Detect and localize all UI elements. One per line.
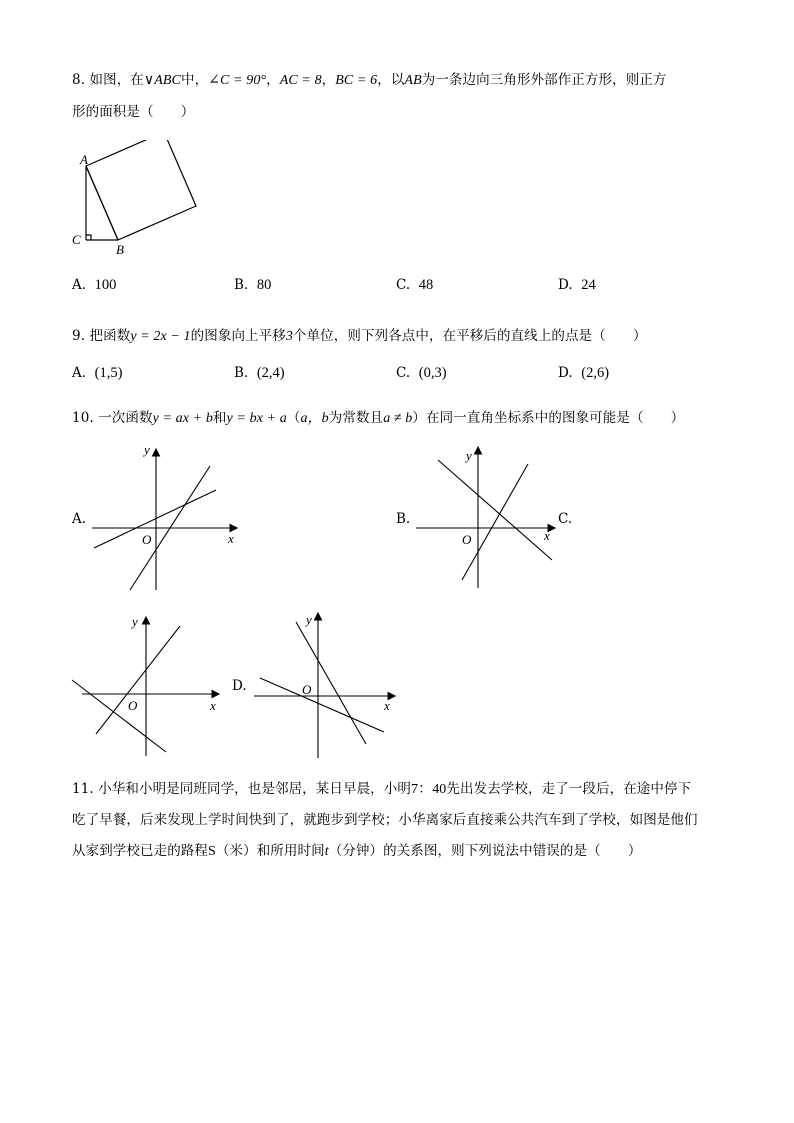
q8-text-b: 中，: [181, 72, 209, 88]
q8-text-a: 如图，在: [89, 72, 144, 88]
q11-line3: [72, 839, 642, 860]
q9-option-a-letter: A.: [72, 365, 87, 381]
q9-function: y = 2x − 1: [130, 329, 191, 344]
q10-b-origin: O: [462, 532, 472, 547]
q8-option-d: [558, 277, 596, 294]
q10-function-1: y = ax + b: [152, 411, 213, 426]
q10-inequality: a ≠ b: [383, 411, 413, 426]
q11-text-b: 先出发去学校，走了一段后，在途中停下: [446, 781, 692, 797]
q8-square: [86, 140, 196, 240]
q10-text-a: 一次函数: [98, 410, 153, 426]
q8-right-angle-mark: [86, 235, 91, 240]
q10-number: 10.: [72, 410, 94, 426]
q10-b-x-label: x: [544, 528, 550, 543]
q8-option-c: [396, 277, 433, 294]
q9-option-c-value: (0,3): [418, 365, 447, 381]
q8-label-b: B: [116, 242, 124, 257]
q9-option-d-letter: D.: [558, 365, 573, 381]
q11-number: 11.: [72, 781, 94, 797]
q11-time: 7：40: [411, 782, 447, 797]
q10-text-d: 为常数且: [328, 410, 384, 426]
q10-a-x-label: x: [228, 531, 234, 546]
q8-line1: [72, 68, 667, 89]
q10-d-y-label: y: [306, 612, 312, 627]
q8-option-b: [234, 277, 271, 294]
q8-option-c-value: 48: [418, 277, 434, 293]
q10-c-origin: O: [128, 698, 138, 713]
q8-sep2: ，: [321, 72, 336, 88]
q11-text-e: （分钟）的关系图，则下列说法中错误的是（ ）: [328, 843, 642, 859]
q10-constants: a，b: [300, 411, 329, 426]
q9-option-b: [234, 365, 285, 382]
q8-line2: 形的面积是（ ）: [72, 104, 195, 120]
q8-triangle: ∨ABC: [143, 73, 181, 88]
q8-option-d-letter: D.: [558, 277, 573, 293]
q10-c-line-descending: [72, 680, 166, 752]
q10-a-y-label: y: [144, 442, 150, 457]
q11-line2: 吃了早餐，后来发现上学时间快到了，就跑步到学校；小华离家后直接乘公共汽车到了学校，如图是他们: [72, 812, 698, 828]
q10-option-a-letter: A.: [72, 511, 87, 527]
q10-graph-c: [68, 610, 228, 770]
q10-function-2: y = bx + a: [226, 411, 287, 426]
q9-option-d: [558, 365, 609, 382]
q11-t: t: [324, 844, 329, 859]
q9-text-b: 的图象向上平移: [190, 328, 286, 344]
q8-label-a: A: [80, 152, 88, 167]
q9-option-d-value: (2,6): [581, 365, 610, 381]
q9-option-b-letter: B.: [234, 365, 249, 381]
q10-d-x-label: x: [384, 698, 390, 713]
q10-line1: [72, 406, 684, 427]
q8-bc: BC = 6: [335, 73, 378, 88]
q10-option-c-letter: C.: [558, 511, 573, 527]
q10-b-line-descending: [438, 460, 552, 560]
q9-text-c: 个单位，则下列各点中，在平移后的直线上的点是（ ）: [292, 328, 647, 344]
q10-text-e: ）在同一直角坐标系中的图象可能是（ ）: [412, 410, 685, 426]
q8-ab: AB: [404, 73, 422, 88]
q9-shift: 3: [285, 329, 293, 344]
q10-c-y-label: y: [132, 614, 138, 629]
q8-option-c-letter: C.: [396, 277, 411, 293]
q9-text-a: 把函数: [89, 328, 131, 344]
q10-b-line-ascending: [462, 464, 528, 580]
q8-option-d-value: 24: [581, 277, 596, 293]
q10-option-b-letter: B.: [396, 511, 411, 527]
q10-c-line-ascending: [96, 626, 180, 734]
q9-option-a: [72, 365, 122, 382]
q10-d-origin: O: [302, 682, 312, 697]
q9-number: 9.: [72, 328, 86, 344]
q8-option-a-value: 100: [94, 277, 117, 293]
q8-sep1: ，: [266, 72, 280, 88]
q8-option-a: [72, 277, 116, 294]
q11-text-a: 小华和小明是同班同学，也是邻居，某日早晨，小明: [98, 781, 411, 797]
q11-line1: [72, 777, 691, 798]
q9-option-a-value: (1,5): [94, 365, 123, 381]
q9-option-b-value: (2,4): [256, 365, 285, 381]
q10-graph-a: [88, 440, 248, 600]
q10-a-line-shallow: [94, 490, 216, 548]
q10-a-origin: O: [142, 532, 152, 547]
q11-s: S: [208, 844, 216, 859]
q8-label-c: C: [72, 232, 81, 247]
q10-text-c: （: [286, 410, 301, 426]
q10-d-line-shallow: [260, 678, 384, 732]
q9-line1: [72, 324, 647, 345]
q8-option-b-letter: B.: [234, 277, 249, 293]
q8-text-c: ，以: [377, 72, 405, 88]
q8-option-b-value: 80: [256, 277, 272, 293]
q10-graph-b: [412, 440, 572, 600]
q8-ac: AC = 8: [279, 73, 322, 88]
q8-number: 8.: [72, 72, 86, 88]
q10-option-d-letter: D.: [232, 678, 247, 694]
q10-c-x-label: x: [210, 698, 216, 713]
q11-text-d: （米）和所用时间: [215, 843, 325, 859]
q8-angle: ∠C = 90°: [208, 73, 267, 88]
q10-graph-d: [250, 610, 410, 770]
q9-option-c: [396, 365, 447, 382]
q8-text-d: 为一条边向三角形外部作正方形，则正方: [421, 72, 667, 88]
q10-b-y-label: y: [466, 448, 472, 463]
q10-text-b: 和: [212, 410, 227, 426]
q8-option-a-letter: A.: [72, 277, 87, 293]
q9-option-c-letter: C.: [396, 365, 411, 381]
q11-text-c: 从家到学校已走的路程: [72, 843, 208, 859]
q8-figure: [70, 140, 210, 270]
